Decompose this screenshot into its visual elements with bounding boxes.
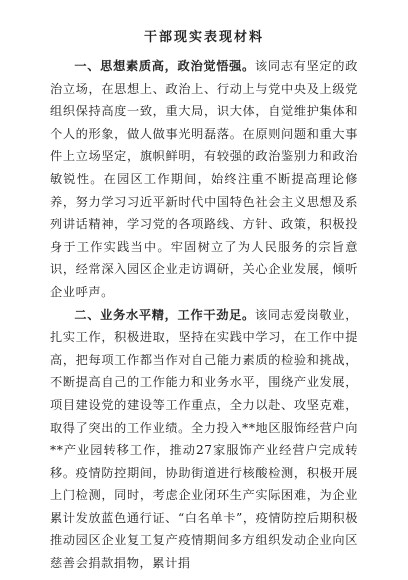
section-body-2: 该同志爱岗敬业，扎实工作，积极进取，坚持在实践中学习，在工作中提高，把每项工作都当作对自己能力素质的检验和挑战，不断提高自己的工作能力和业务水平，围绕产业发展，项目建设党的建设等工作重点，全力以赴、攻坚克难，取得了突出的工作业绩。全力投入**地区服饰经营户向**产业园转移工作，推动27家服饰产业经营户完成转移。疫情防控期间，协助街道进行核酸检测，积极开展上门检测，同时，考虑企业闭环生产实际困难，为企业累计发放蓝色通行证、“白名单卡”，疫情防控后期积极推动园区企业复工复产疫情期间多方组织发动企业向区慈善会捐款捐物，累计捐 (50, 307, 358, 571)
section-body-1: 该同志有坚定的政治立场，在思想上、政治上、行动上与党中央及上级党组织保持高度一致，重大局，识大体，自觉维护集体和个人的形象，做人做事光明磊落。在原则问题和重大事件上立场坚定，旗帜鲜明，有较强的政治鉴别力和政治敏锐性。在园区工作期间，始终注重不断提高理论修养，努力学习习近平新时代中国特色社会主义思想及系列讲话精神，学习党的各项路线、方针、政策，积极投身于工作实践当中。牢固树立了为人民服务的宗旨意识，经常深入园区企业走访调研，关心企业发展，倾听企业呼声。 (50, 59, 358, 299)
section-heading-1: 一、思想素质高，政治觉悟强。 (74, 59, 255, 73)
section-heading-2: 二、业务水平精，工作干劲足。 (74, 307, 255, 322)
section-paragraph-1 (50, 55, 358, 304)
section-paragraph-2 (50, 304, 358, 575)
document-title: 干部现实表现材料 (143, 30, 264, 45)
